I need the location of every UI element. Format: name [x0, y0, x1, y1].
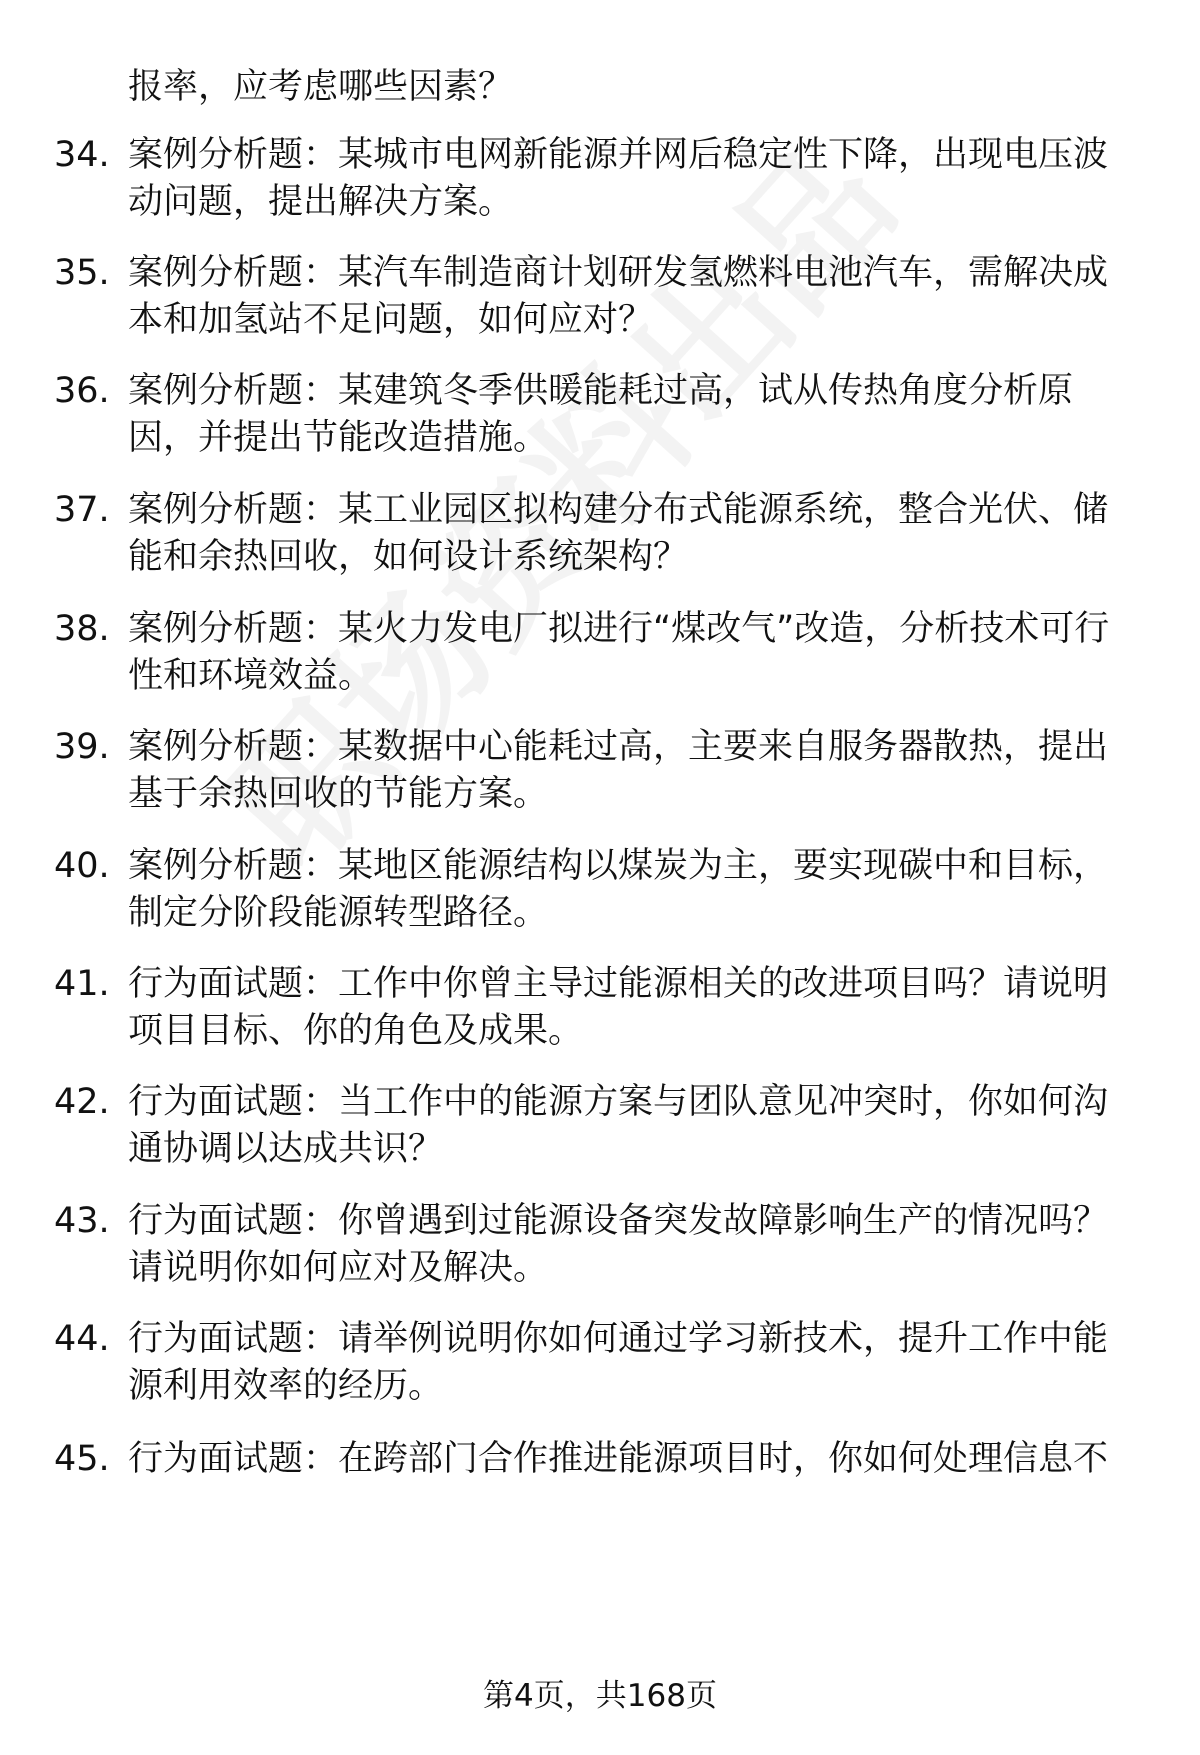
item-text: 案例分析题：某数据中心能耗过高，主要来自服务器散热，提出基于余热回收的节能方案。 — [128, 727, 1109, 814]
item-text: 行为面试题：工作中你曾主导过能源相关的改进项目吗？请说明项目目标、你的角色及成果。 — [128, 964, 1109, 1051]
item-text: 案例分析题：某火力发电厂拟进行“煤改气”改造，分析技术可行性和环境效益。 — [128, 609, 1110, 696]
continuation-text: 报率，应考虑哪些因素？ — [128, 67, 514, 107]
item-text: 行为面试题：你曾遇到过能源设备突发故障影响生产的情况吗？请说明你如何应对及解决。 — [128, 1201, 1109, 1288]
item-number: 35. — [54, 253, 110, 293]
item-text: 案例分析题：某工业园区拟构建分布式能源系统，整合光伏、储能和余热回收，如何设计系统架构？ — [128, 490, 1109, 577]
item-text: 案例分析题：某地区能源结构以煤炭为主，要实现碳中和目标，制定分阶段能源转型路径。 — [128, 846, 1109, 933]
item-number: 36. — [54, 371, 110, 411]
item-number: 40. — [54, 846, 110, 886]
item-text: 案例分析题：某汽车制造商计划研发氢燃料电池汽车，需解决成本和加氢站不足问题，如何应对？ — [128, 253, 1109, 340]
item-text: 案例分析题：某建筑冬季供暖能耗过高，试从传热角度分析原因，并提出节能改造措施。 — [128, 371, 1074, 458]
item-text: 行为面试题：请举例说明你如何通过学习新技术，提升工作中能源利用效率的经历。 — [128, 1319, 1109, 1406]
item-text: 行为面试题：当工作中的能源方案与团队意见冲突时，你如何沟通协调以达成共识？ — [128, 1082, 1109, 1169]
item-number: 34. — [54, 135, 110, 175]
item-number: 44. — [54, 1319, 110, 1359]
item-number: 41. — [54, 964, 110, 1004]
item-number: 37. — [54, 490, 110, 530]
item-number: 42. — [54, 1082, 110, 1122]
item-number: 45. — [54, 1439, 110, 1479]
item-number: 43. — [54, 1201, 110, 1241]
page-footer: 第4页，共168页 — [483, 1678, 717, 1714]
item-number: 38. — [54, 609, 110, 649]
item-text: 行为面试题：在跨部门合作推进能源项目时，你如何处理信息不 — [128, 1439, 1109, 1479]
item-text: 案例分析题：某城市电网新能源并网后稳定性下降，出现电压波动问题，提出解决方案。 — [128, 135, 1109, 222]
item-number: 39. — [54, 727, 110, 767]
